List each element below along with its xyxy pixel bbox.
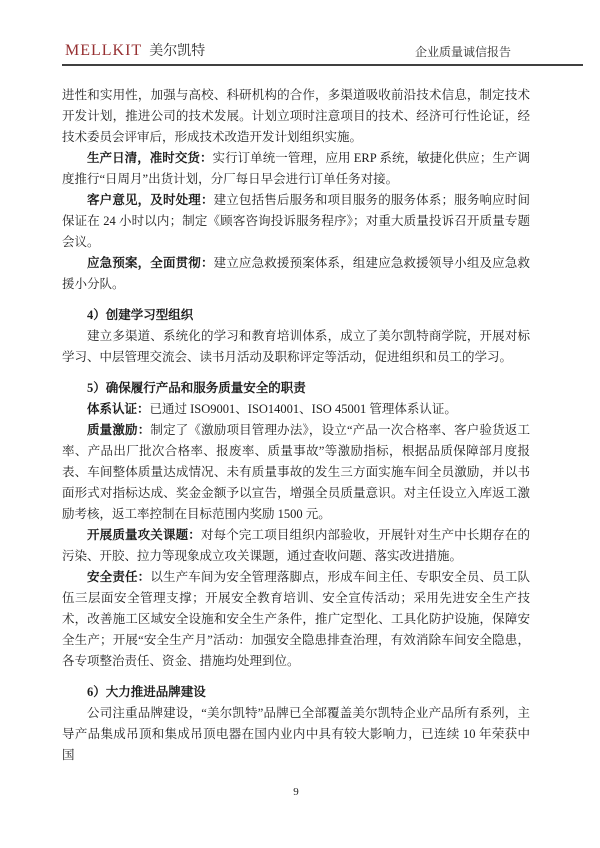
paragraph-text: 实行订单统一管理，应用 ERP 系统，敏捷化供应；生产调度推行“日周月”出货计划，分厂每日早会进行订单任务对接。: [62, 151, 530, 186]
paragraph-text: 建立应急救援预案体系，组建应急救援领导小组及应急救援小分队。: [62, 256, 530, 291]
section-heading-4: 4）创建学习型组织: [87, 308, 194, 322]
paragraph-lead: 质量激励：: [87, 423, 151, 437]
paragraph-customer-feedback: [62, 190, 530, 253]
paragraph-text: 以生产车间为安全管理落脚点，形成车间主任、专职安全员、员工队伍三层面安全管理支撑；开展安全教育培训、安全宣传活动；采用先进安全生产技术，改善施工区域安全设施和安全生产条件，推广定型化、工具化防护设施，保障安全生产；开展“安全生产月”活动：加强安全隐患排查治理，有效消除车间安全隐患，各专项整治责任、资金、措施均处理到位。: [62, 570, 530, 668]
page-number: 9: [293, 786, 299, 798]
paragraph-text: 公司注重品牌建设，“美尔凯特”品牌已全部覆盖美尔凯特企业产品所有系列，主导产品集成吊顶和集成吊顶电器在国内业内中具有较大影响力，已连续 10 年荣获中国: [62, 706, 530, 762]
page-footer: [62, 786, 530, 798]
paragraph-production-delivery: [62, 148, 530, 190]
header-report-title: 企业质量诚信报告: [414, 45, 511, 59]
paragraph-learning-organization: [62, 326, 530, 368]
paragraph-text: 制定了《激励项目管理办法》，设立“产品一次合格率、客户验货返工率、产品出厂批次合格率、报废率、质量事故”等激励指标，根据品质保障部月度报表、车间整体质量达成情况、未有质量事故的发生三方面实施车间全员激励，并以书面形式对指标达成、奖金金额予以宣告，增强全员质量意识。对主任设立入库返工激励考核，返工率控制在目标范围内奖励 1500 元。: [62, 423, 530, 521]
paragraph-safety-responsibility: [62, 567, 530, 672]
brand-logo: [65, 40, 205, 60]
brand-logo-latin: MELLKIT: [65, 42, 143, 59]
paragraph-lead: 体系认证：: [87, 402, 150, 416]
section-heading-5: 5）确保履行产品和服务质量安全的职责: [87, 381, 306, 395]
paragraph-continuation: [62, 85, 530, 148]
paragraph-text: 建立多渠道、系统化的学习和教育培训体系，成立了美尔凯特商学院，开展对标学习、中层管理交流会、读书月活动及职称评定等活动，促进组织和员工的学习。: [62, 329, 530, 364]
paragraph-quality-incentive: [62, 420, 530, 525]
paragraph-text: 建立包括售后服务和项目服务的服务体系；服务响应时间保证在 24 小时以内；制定《顾客咨询投诉服务程序》；对重大质量投诉召开质量专题会议。: [62, 193, 530, 249]
paragraph-quality-research: [62, 525, 530, 567]
paragraph-lead: 客户意见，及时处理：: [87, 193, 214, 207]
paragraph-text: 进性和实用性，加强与高校、科研机构的合作，多渠道吸收前沿技术信息，制定技术开发计划，推进公司的技术发展。计划立项时注意项目的技术、经济可行性论证，经技术委员会评审后，形成技术改造开发计划组织实施。: [62, 88, 530, 144]
paragraph-emergency-plan: [62, 253, 530, 295]
paragraph-system-certification: [62, 399, 530, 420]
header-divider: [62, 64, 583, 66]
section-heading-6: 6）大力推进品牌建设: [87, 685, 206, 699]
paragraph-lead: 应急预案，全面贯彻：: [87, 256, 214, 270]
paragraph-lead: 开展质量攻关课题：: [87, 528, 201, 542]
paragraph-lead: 生产日清，准时交货：: [87, 151, 213, 165]
paragraph-text: 对每个完工项目组织内部验收，开展针对生产中长期存在的污染、开胶、拉力等现象成立攻关课题，通过查收问题、落实改进措施。: [62, 528, 530, 563]
paragraph-brand-building: [62, 703, 530, 766]
document-body: [62, 85, 530, 766]
header-row: [62, 40, 583, 60]
paragraph-lead: 安全责任：: [87, 570, 151, 584]
paragraph-text: 已通过 ISO9001、ISO14001、ISO 45001 管理体系认证。: [149, 402, 457, 416]
page-header: [62, 40, 583, 66]
brand-logo-chinese: 美尔凯特: [149, 44, 206, 59]
